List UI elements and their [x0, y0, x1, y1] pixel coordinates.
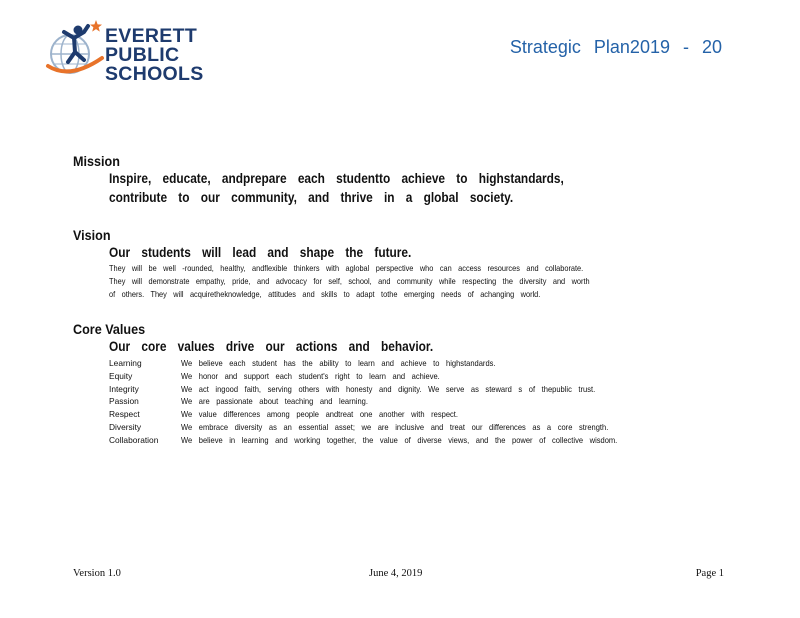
vision-statement: Our students will lead and shape the future. — [109, 245, 412, 260]
core-values-section — [73, 321, 733, 447]
district-logo — [44, 18, 204, 84]
core-value-row — [109, 408, 733, 421]
core-value-name: Passion — [109, 396, 139, 407]
core-value-row — [109, 434, 733, 447]
document-title: Strategic Plan2019 - 20 — [509, 37, 722, 57]
core-value-row — [109, 395, 733, 408]
footer-page-number: Page 1 — [695, 568, 724, 579]
core-value-name: Learning — [109, 358, 142, 368]
logo-line: PUBLIC — [105, 44, 180, 66]
core-value-name: Respect — [109, 409, 140, 420]
logo-wordmark — [105, 27, 204, 84]
footer-date: June 4, 2019 — [369, 568, 423, 579]
core-value-desc: We believe in learning and working together, the value of diverse views, and the power of collective wisdom. — [181, 434, 618, 445]
core-value-row — [109, 421, 733, 434]
mission-heading: Mission — [73, 153, 120, 169]
core-values-list — [109, 357, 733, 447]
footer-version: Version 1.0 — [73, 568, 121, 579]
vision-section — [73, 227, 733, 301]
mission-line: Inspire, educate, andprepare each studentto achieve to highstandards, — [109, 171, 564, 186]
core-value-desc: We value differences among people andtreat one another with respect. — [181, 409, 458, 420]
core-value-desc: We believe each student has the ability to learn and achieve to highstandards. — [181, 358, 496, 368]
logo-line: SCHOOLS — [105, 63, 204, 85]
core-value-desc: We are passionate about teaching and learning. — [181, 396, 368, 407]
core-value-desc: We honor and support each student's right to learn and achieve. — [181, 370, 440, 381]
core-value-name: Integrity — [109, 383, 139, 394]
core-value-name: Diversity — [109, 421, 142, 432]
vision-line: They will be well -rounded, healthy, andflexible thinkers with aglobal perspective who can access resources and collaborate. — [109, 263, 584, 273]
core-value-row — [109, 383, 733, 396]
logo-line: EVERETT — [105, 25, 198, 47]
vision-line: of others. They will acquiretheknowledge, attitudes and skills to adapt tothe emerging needs of achanging world. — [109, 289, 541, 299]
mission-section — [73, 153, 733, 207]
core-value-desc: We embrace diversity as an essential asset; we are inclusive and treat our differences as a core strength. — [181, 421, 609, 432]
core-values-statement: Our core values drive our actions and behavior. — [109, 339, 434, 354]
globe-runner-icon — [44, 18, 108, 84]
core-value-row — [109, 370, 733, 383]
vision-heading: Vision — [73, 227, 111, 243]
mission-line: contribute to our community, and thrive in a global society. — [109, 190, 514, 205]
core-value-desc: We act ingood faith, serving others with honesty and dignity. We serve as steward s of thepublic trust. — [181, 383, 596, 394]
core-value-name: Equity — [109, 370, 133, 381]
core-values-heading: Core Values — [73, 321, 146, 337]
core-value-name: Collaboration — [109, 434, 159, 445]
vision-line: They will demonstrate empathy, pride, and advocacy for self, school, and community while respecting the diversity and worth — [109, 276, 590, 286]
core-value-row — [109, 357, 733, 370]
